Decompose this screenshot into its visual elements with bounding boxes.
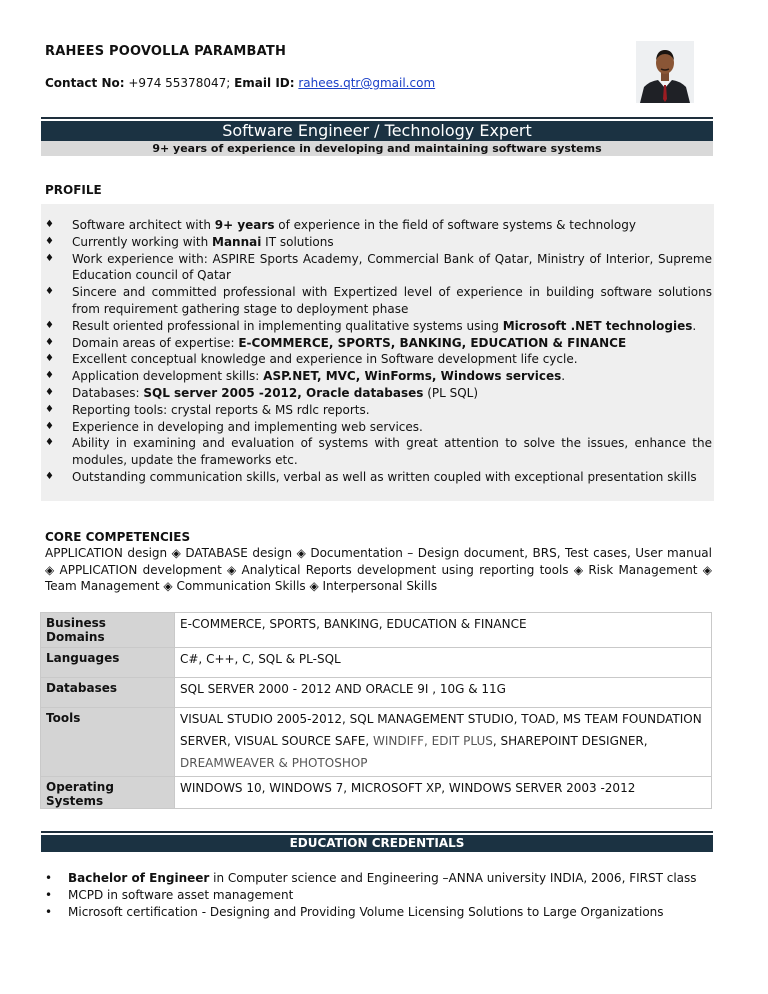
item-text: Excellent conceptual knowledge and experience in Software development life cycle. bbox=[72, 352, 578, 367]
profile-photo bbox=[636, 41, 694, 103]
contact-line bbox=[45, 76, 435, 90]
item-emphasis: Mannai bbox=[212, 234, 262, 249]
email-label: Email ID: bbox=[234, 76, 295, 90]
education-list bbox=[45, 870, 712, 921]
profile-list-item bbox=[45, 469, 712, 486]
row-label: Tools bbox=[41, 708, 175, 777]
table-row bbox=[41, 648, 712, 678]
diamond-bullet-icon: ♦ bbox=[45, 386, 54, 398]
item-text: Result oriented professional in implementing qualitative systems using bbox=[72, 318, 503, 333]
row-label: Languages bbox=[41, 648, 175, 678]
row-value: WINDOWS 10, WINDOWS 7, MICROSOFT XP, WINDOWS SERVER 2003 -2012 bbox=[175, 777, 712, 809]
diamond-bullet-icon: ♦ bbox=[45, 353, 54, 365]
education-text: in Computer science and Engineering –ANNA university INDIA, 2006, FIRST class bbox=[209, 871, 697, 885]
diamond-bullet-icon: ♦ bbox=[45, 370, 54, 382]
profile-list-item bbox=[45, 217, 712, 234]
candidate-name: RAHEES POOVOLLA PARAMBATH bbox=[45, 44, 287, 59]
education-list-item bbox=[45, 904, 712, 921]
item-emphasis: 9+ years bbox=[214, 218, 275, 232]
item-text: Domain areas of expertise: bbox=[72, 335, 239, 350]
contact-label: Contact No: bbox=[45, 76, 125, 90]
education-text: Microsoft certification - Designing and Providing Volume Licensing Solutions to Large Organizations bbox=[68, 905, 664, 919]
row-value: SQL SERVER 2000 - 2012 AND ORACLE 9I , 10G & 11G bbox=[175, 678, 712, 708]
row-value bbox=[175, 708, 712, 777]
item-text: (PL SQL) bbox=[423, 385, 479, 400]
item-text: Work experience with: ASPIRE Sports Academy, Commercial Bank of Qatar, Ministry of Interior, Supreme Education council of Qatar bbox=[72, 251, 712, 283]
profile-list-item bbox=[45, 402, 712, 419]
item-text: . bbox=[561, 369, 566, 384]
education-list-item bbox=[45, 870, 712, 887]
diamond-bullet-icon: ♦ bbox=[45, 219, 54, 230]
table-row bbox=[41, 678, 712, 708]
bullet-icon: • bbox=[45, 905, 53, 919]
diamond-bullet-icon: ♦ bbox=[45, 470, 54, 482]
item-emphasis: ASP.NET, MVC, WinForms, Windows services bbox=[263, 369, 562, 384]
core-competencies-heading: CORE COMPETENCIES bbox=[45, 530, 191, 544]
item-text: Experience in developing and implementing web services. bbox=[72, 419, 423, 434]
row-label: Databases bbox=[41, 678, 175, 708]
diamond-bullet-icon: ♦ bbox=[45, 235, 54, 247]
item-text: IT solutions bbox=[261, 234, 334, 249]
item-text: Reporting tools: crystal reports & MS rdlc reports. bbox=[72, 402, 370, 417]
row-label: Business Domains bbox=[41, 613, 175, 648]
diamond-bullet-icon: ♦ bbox=[45, 336, 54, 348]
profile-list-item bbox=[45, 234, 712, 251]
item-text: Currently working with bbox=[72, 234, 213, 249]
experience-subtitle: 9+ years of experience in developing and maintaining software systems bbox=[41, 141, 713, 156]
email-link[interactable]: rahees.qtr@gmail.com bbox=[298, 76, 436, 90]
profile-list-item bbox=[45, 368, 712, 385]
table-row bbox=[41, 708, 712, 777]
education-text: MCPD in software asset management bbox=[68, 888, 294, 902]
row-label: Operating Systems bbox=[41, 777, 175, 809]
profile-list-item bbox=[45, 318, 712, 335]
diamond-bullet-icon: ♦ bbox=[45, 420, 54, 432]
profile-list-item bbox=[45, 419, 712, 436]
diamond-bullet-icon: ♦ bbox=[45, 252, 54, 264]
profile-list bbox=[45, 217, 712, 486]
item-text: of experience in the field of software systems & technology bbox=[274, 218, 636, 232]
table-row bbox=[41, 777, 712, 809]
profile-list-item bbox=[45, 251, 712, 285]
item-text: Outstanding communication skills, verbal as well as written coupled with exceptional presentation skills bbox=[72, 469, 697, 484]
row-value: E-COMMERCE, SPORTS, BANKING, EDUCATION & FINANCE bbox=[175, 613, 712, 648]
profile-heading: PROFILE bbox=[45, 183, 102, 197]
profile-list-item bbox=[45, 284, 712, 318]
item-text: Application development skills: bbox=[72, 369, 264, 384]
item-text: Sincere and committed professional with Expertized level of experience in building software solutions from requirement gathering stage to deployment phase bbox=[72, 285, 712, 316]
diamond-bullet-icon: ♦ bbox=[45, 437, 54, 449]
tools-text-part: VISUAL STUDIO 2005-2012, SQL MANAGEMENT STUDIO, TOAD, MS TEAM FOUNDATION SERVER, VISUAL SOURCE SAFE, bbox=[180, 712, 702, 748]
diamond-bullet-icon: ♦ bbox=[45, 319, 54, 331]
education-heading: EDUCATION CREDENTIALS bbox=[41, 835, 713, 852]
item-emphasis: E-COMMERCE, SPORTS, BANKING, EDUCATION & FINANCE bbox=[238, 335, 627, 350]
core-competencies-text: APPLICATION design ◈ DATABASE design ◈ Documentation – Design document, BRS, Test cases, User manual ◈ APPLICATION development ◈ Analytical Reports development using reporting tools ◈ Risk Management ◈ Team Management ◈ Communication Skills ◈ Interpersonal Skills bbox=[45, 546, 712, 594]
bullet-icon: • bbox=[45, 888, 53, 902]
item-text: . bbox=[692, 318, 697, 333]
profile-list-item bbox=[45, 385, 712, 402]
item-emphasis: Microsoft .NET technologies bbox=[502, 318, 693, 333]
item-text: Software architect with bbox=[72, 218, 215, 232]
education-list-item bbox=[45, 887, 712, 904]
degree-name: Bachelor of Engineer bbox=[68, 871, 210, 885]
profile-list-item bbox=[45, 351, 712, 368]
tools-text-part: WINDIFF, EDIT PLUS bbox=[373, 734, 493, 748]
item-text: Ability in examining and evaluation of systems with great attention to solve the issues, enhance the modules, update the frameworks etc. bbox=[72, 436, 712, 468]
header-divider bbox=[41, 117, 713, 119]
profile-list-item bbox=[45, 335, 712, 352]
bullet-icon: • bbox=[45, 871, 53, 885]
tools-text-part: , SHAREPOINT DESIGNER, bbox=[492, 734, 648, 748]
phone-number: +974 55378047; bbox=[128, 76, 231, 90]
item-emphasis: SQL server 2005 -2012, Oracle databases bbox=[143, 385, 424, 400]
diamond-bullet-icon: ♦ bbox=[45, 286, 54, 298]
tools-text-part: DREAMWEAVER & PHOTOSHOP bbox=[180, 756, 368, 770]
job-title-banner: Software Engineer / Technology Expert bbox=[41, 121, 713, 141]
row-value: C#, C++, C, SQL & PL-SQL bbox=[175, 648, 712, 678]
education-divider bbox=[41, 831, 713, 833]
skills-table bbox=[40, 612, 712, 809]
profile-list-item bbox=[45, 435, 712, 469]
table-row bbox=[41, 613, 712, 648]
item-text: Databases: bbox=[72, 385, 144, 400]
diamond-bullet-icon: ♦ bbox=[45, 403, 54, 415]
